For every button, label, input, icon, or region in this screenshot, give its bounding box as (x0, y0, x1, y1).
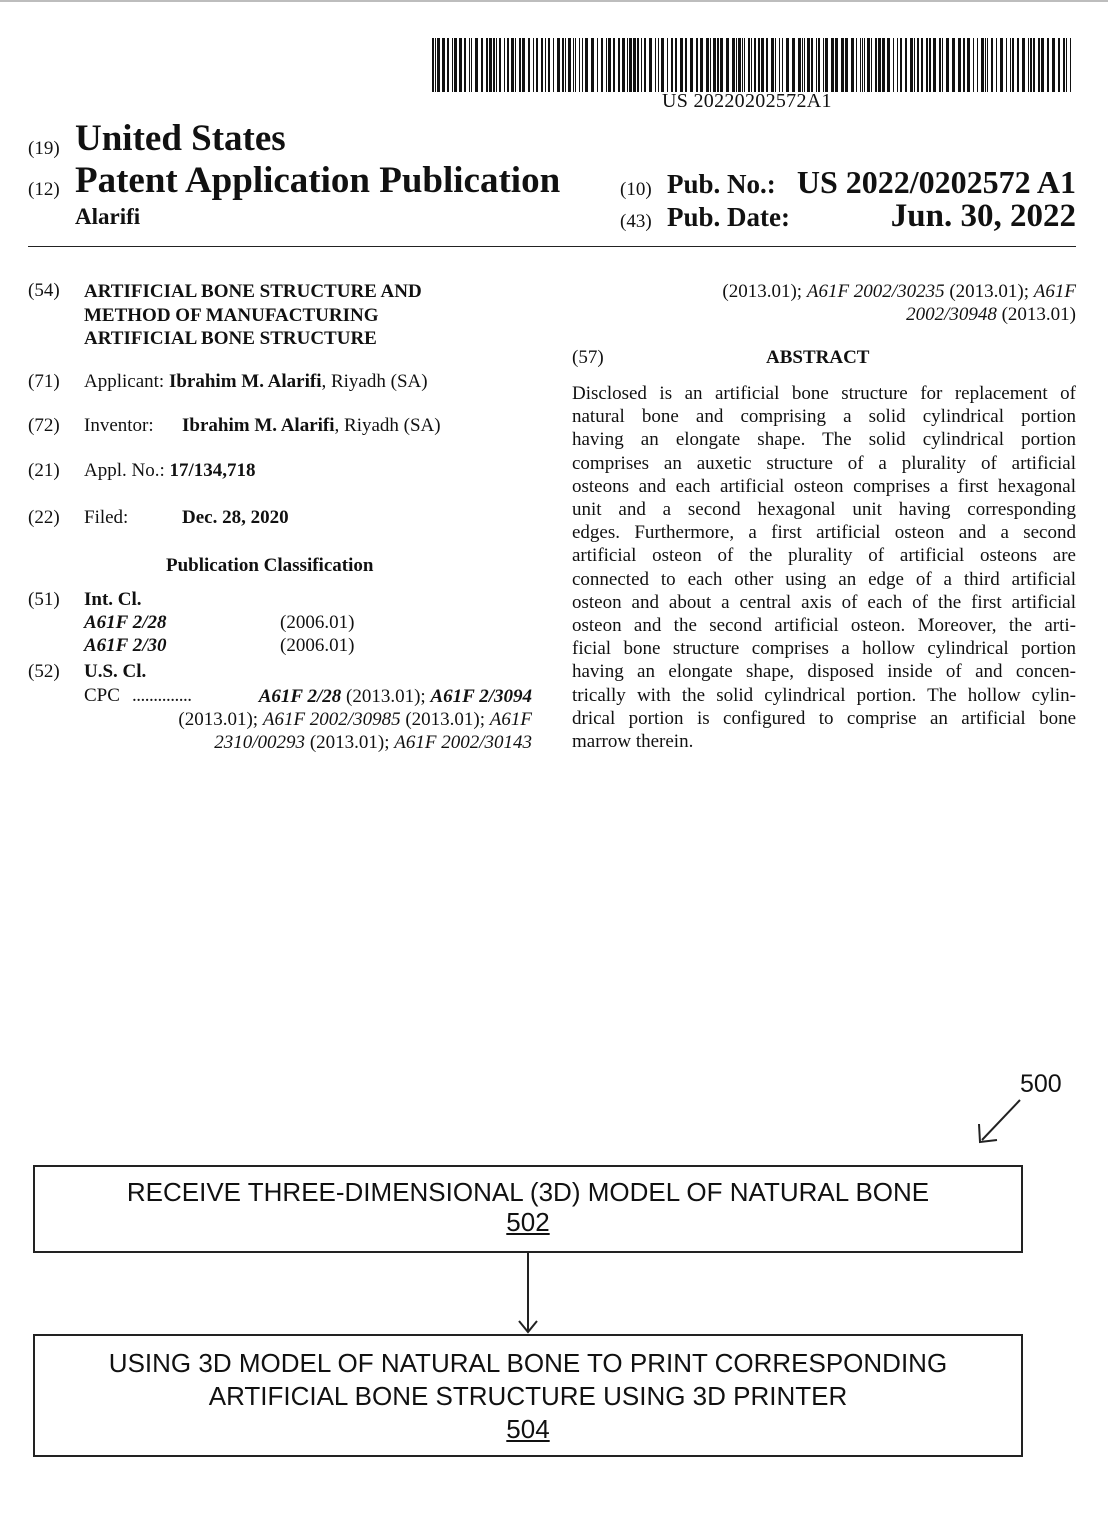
barcode-bar (606, 38, 607, 92)
cpc-class: A61F 2002/30143 (394, 732, 532, 754)
barcode-bar (1012, 38, 1014, 92)
barcode-bar (856, 38, 857, 92)
barcode-bar (751, 38, 752, 92)
cpc-class: A61F (1033, 281, 1076, 302)
step-502-ref: 502 (506, 1207, 550, 1237)
title-line: ARTIFICIAL BONE STRUCTURE (84, 328, 377, 349)
barcode-bar (528, 38, 530, 92)
barcode-bar (541, 38, 543, 92)
barcode-bar (622, 38, 625, 92)
barcode-bar (1028, 38, 1029, 92)
barcode-bar (447, 38, 449, 92)
barcode-bar (958, 38, 961, 92)
barcode-bar (963, 38, 965, 92)
cpc-class: A61F 2/3094 (430, 686, 532, 707)
barcode-bar (807, 38, 810, 92)
step-504-box (33, 1334, 1023, 1457)
pub-no-label: Pub. No.: (667, 169, 776, 199)
cpc-dots: .............. (132, 685, 192, 706)
cpc-class: 2310/00293 (214, 732, 306, 754)
cpc-version: (2013.01); (341, 686, 431, 707)
cpc-class: A61F 2/28 (258, 686, 342, 707)
top-border (0, 0, 1108, 2)
barcode-bar (519, 38, 521, 92)
barcode-bar (921, 38, 923, 92)
barcode-bar (655, 38, 656, 92)
barcode-bar (726, 38, 729, 92)
barcode-bar (862, 38, 863, 92)
barcode-bar (1000, 38, 1003, 92)
barcode-bar (882, 38, 885, 92)
barcode-bar (507, 38, 509, 92)
barcode-bar (637, 38, 639, 92)
barcode (432, 38, 1076, 92)
barcode-bar (825, 38, 828, 92)
pub-type-code: (12) (28, 179, 60, 200)
figure-ref-label: 500 (1020, 1070, 1062, 1098)
barcode-bar (900, 38, 902, 92)
barcode-bar (779, 38, 780, 92)
barcode-bar (1063, 38, 1065, 92)
abstract-line: drical portion is configured to comprise an artificial bone (572, 707, 1076, 729)
country-title: United States (75, 118, 286, 159)
barcode-bar (437, 38, 440, 92)
barcode-bar (1047, 38, 1049, 92)
barcode-bar (565, 38, 566, 92)
barcode-bar (545, 38, 546, 92)
barcode-bar (864, 38, 865, 92)
barcode-bar (675, 38, 677, 92)
abstract-code: (57) (572, 347, 604, 368)
abstract-line: ficial bone structure comprises a hollow cylindrical portion (572, 638, 1076, 660)
intcl-version-1: (2006.01) (280, 612, 355, 633)
barcode-bar (685, 38, 687, 92)
intcl-code-2: A61F 2/30 (84, 635, 167, 656)
barcode-bar (496, 38, 497, 92)
barcode-bar (548, 38, 550, 92)
barcode-bar (515, 38, 516, 92)
barcode-bar (471, 38, 472, 92)
barcode-bar (754, 38, 756, 92)
barcode-bar (575, 38, 576, 92)
cpc-version: (2013.01) (996, 304, 1076, 326)
cpc-line (722, 303, 1076, 326)
title-line: ARTIFICIAL BONE STRUCTURE AND (84, 281, 422, 302)
appl-number: 17/134,718 (169, 460, 256, 481)
barcode-bar (926, 38, 928, 92)
cpc-label: CPC (84, 685, 120, 706)
barcode-bar (1010, 38, 1011, 92)
cpc-line (722, 280, 1076, 303)
applicant-field (84, 371, 428, 393)
inventor-field (182, 415, 441, 437)
barcode-bar (459, 38, 462, 92)
title-code: (54) (28, 280, 60, 301)
barcode-bar (591, 38, 594, 92)
barcode-bar (802, 38, 803, 92)
barcode-bar (841, 38, 844, 92)
abstract-line: osteon and about a central axis of each of the first artificial (572, 591, 1076, 613)
barcode-bar (717, 38, 719, 92)
barcode-bar (786, 38, 789, 92)
barcode-bar (811, 38, 813, 92)
uscl-code: (52) (28, 661, 60, 682)
barcode-bar (601, 38, 603, 92)
barcode-bar (816, 38, 817, 92)
applicant-code: (71) (28, 371, 60, 392)
inventor-location: , Riyadh (SA) (334, 415, 441, 436)
barcode-bar (557, 38, 560, 92)
barcode-bar (775, 38, 776, 92)
barcode-bar (742, 38, 743, 92)
barcode-bar (878, 38, 881, 92)
appl-label: Appl. No.: (84, 460, 165, 481)
abstract-line: osteon and the second artificial osteon. Moreover, the arti- (572, 615, 1076, 637)
barcode-bar (627, 38, 628, 92)
barcode-bar (860, 38, 861, 92)
pub-no-code: (10) (620, 179, 652, 200)
barcode-bar (435, 38, 436, 92)
barcode-bar (973, 38, 974, 92)
barcode-bar (562, 38, 564, 92)
barcode-bar (1066, 38, 1067, 92)
applicant-label: Applicant: (84, 371, 165, 392)
abstract-line: connected to each other using an edge of a third artificial (572, 568, 1076, 590)
barcode-bar (680, 38, 683, 92)
barcode-bar (582, 38, 583, 92)
step-504-ref: 504 (506, 1414, 550, 1444)
barcode-bar (996, 38, 997, 92)
abstract-line: having an elongate shape. The solid cylindrical portion (572, 429, 1076, 451)
barcode-bar (871, 38, 872, 92)
intcl-code: (51) (28, 589, 60, 610)
barcode-bar (1052, 38, 1055, 92)
step-502-box (33, 1165, 1023, 1253)
pub-no: US 2022/0202572 A1 (796, 164, 1076, 200)
barcode-bar (991, 38, 993, 92)
invention-title (84, 280, 422, 351)
pub-date: Jun. 30, 2022 (890, 198, 1076, 234)
step-504-line-2: ARTIFICIAL BONE STRUCTURE USING 3D PRINTER (208, 1381, 848, 1411)
barcode-bar (644, 38, 646, 92)
barcode-bar (1038, 38, 1040, 92)
flow-arrow-icon (516, 1251, 540, 1335)
ref-arrow-icon (970, 1096, 1030, 1148)
intcl-code-1: A61F 2/28 (84, 612, 167, 633)
barcode-bar (985, 38, 986, 92)
abstract-line: having an elongate shape, disposed inside of and concen- (572, 661, 1076, 683)
barcode-bar (568, 38, 571, 92)
filed-code: (22) (28, 507, 60, 528)
barcode-bar (761, 38, 764, 92)
inventor-label: Inventor: (84, 415, 154, 436)
barcode-bar (887, 38, 890, 92)
barcode-bar (933, 38, 936, 92)
barcode-bar (658, 38, 659, 92)
barcode-bar (897, 38, 898, 92)
barcode-bar (917, 38, 919, 92)
barcode-bar (942, 38, 943, 92)
barcode-bar (1030, 38, 1032, 92)
barcode-bar (736, 38, 737, 92)
inventor-surname: Alarifi (75, 204, 141, 229)
barcode-bar (499, 38, 501, 92)
pub-type-title: Patent Application Publication (75, 160, 561, 201)
barcode-bar (710, 38, 711, 92)
barcode-bar (608, 38, 611, 92)
barcode-bar (910, 38, 913, 92)
abstract-line: Disclosed is an artificial bone structure for replacement of (572, 383, 1076, 404)
barcode-bar (661, 38, 664, 92)
barcode-bar (1041, 38, 1044, 92)
abstract-line: comprises an auxetic structure of a plurality of artificial (572, 452, 1076, 474)
barcode-bar (1033, 38, 1035, 92)
barcode-bar (464, 38, 466, 92)
barcode-bar (804, 38, 805, 92)
cpc-version: (2013.01); (722, 281, 807, 302)
inventor-name: Ibrahim M. Alarifi (182, 415, 335, 436)
cpc-version: (2013.01); (944, 281, 1034, 302)
barcode-bar (905, 38, 907, 92)
cpc-class: A61F 2002/30985 (262, 709, 401, 731)
barcode-bar (798, 38, 801, 92)
cpc-line (178, 731, 532, 754)
barcode-bar (493, 38, 495, 92)
cpc-continued (722, 280, 1076, 326)
barcode-bar (475, 38, 478, 92)
barcode-bar (489, 38, 492, 92)
barcode-bar (867, 38, 870, 92)
intcl-version-2: (2006.01) (280, 635, 355, 656)
filed-date: Dec. 28, 2020 (182, 507, 289, 528)
barcode-bar (533, 38, 534, 92)
barcode-bar (914, 38, 915, 92)
country-code: (19) (28, 138, 60, 159)
barcode-bar (486, 38, 488, 92)
filed-label: Filed: (84, 507, 129, 528)
step-502-text: RECEIVE THREE-DIMENSIONAL (3D) MODEL OF NATURAL BONE (126, 1177, 930, 1207)
barcode-bar (481, 38, 483, 92)
title-line: METHOD OF MANUFACTURING (84, 304, 379, 326)
barcode-bar (504, 38, 505, 92)
cpc-classes (178, 685, 532, 755)
barcode-bar (720, 38, 723, 92)
appl-field (84, 460, 256, 482)
barcode-bar (893, 38, 894, 92)
barcode-bar (987, 38, 988, 92)
abstract-line: artificial osteon of the plurality of artificial osteons are (572, 545, 1076, 567)
barcode-bar (629, 38, 632, 92)
barcode-bar (1017, 38, 1019, 92)
barcode-bar (452, 38, 453, 92)
cpc-class: A61F 2002/30235 (806, 281, 945, 302)
barcode-bar (1022, 38, 1025, 92)
barcode-bar (690, 38, 693, 92)
cpc-line (178, 685, 532, 708)
inventor-code: (72) (28, 415, 60, 436)
barcode-bar (977, 38, 978, 92)
pub-date-code: (43) (620, 211, 652, 232)
barcode-bar (511, 38, 514, 92)
barcode-bar (649, 38, 652, 92)
barcode-bar (952, 38, 955, 92)
barcode-bar (748, 38, 750, 92)
barcode-bar (771, 38, 774, 92)
barcode-bar (792, 38, 795, 92)
barcode-bar (758, 38, 760, 92)
abstract-line: osteons and each artificial osteon comprises a first hexagonal (572, 475, 1076, 497)
barcode-bar (766, 38, 768, 92)
barcode-bar (613, 38, 615, 92)
barcode-bar (732, 38, 735, 92)
barcode-bar (929, 38, 931, 92)
barcode-bar (823, 38, 824, 92)
barcode-bar (696, 38, 698, 92)
cpc-version: (2013.01); (305, 732, 395, 754)
cpc-version: (2013.01); (178, 709, 263, 731)
uscl-label: U.S. Cl. (84, 661, 147, 682)
barcode-bar (744, 38, 745, 92)
barcode-bar (579, 38, 580, 92)
barcode-bar (939, 38, 941, 92)
barcode-bar (522, 38, 525, 92)
barcode-bar (845, 38, 848, 92)
barcode-bar (469, 38, 470, 92)
abstract-line: trically with the solid cylindrical portion. The hollow cylin- (572, 684, 1076, 706)
header-divider (28, 246, 1076, 247)
barcode-bar (573, 38, 574, 92)
barcode-bar (831, 38, 834, 92)
barcode-bar (981, 38, 984, 92)
barcode-bar (1070, 38, 1071, 92)
abstract-line: marrow therein. (572, 731, 694, 753)
barcode-bar (946, 38, 949, 92)
barcode-bar (618, 38, 620, 92)
barcode-bar (713, 38, 716, 92)
barcode-bar (454, 38, 457, 92)
barcode-number: US 20220202572A1 (662, 90, 832, 112)
barcode-bar (597, 38, 598, 92)
applicant-location: , Riyadh (SA) (321, 371, 428, 392)
step-504-line-1: USING 3D MODEL OF NATURAL BONE TO PRINT CORRESPONDING (108, 1348, 948, 1378)
intcl-label: Int. Cl. (84, 589, 142, 610)
appl-code: (21) (28, 460, 60, 481)
barcode-bar (967, 38, 970, 92)
cpc-class: 2002/30948 (906, 304, 997, 326)
barcode-bar (782, 38, 783, 92)
barcode-bar (706, 38, 709, 92)
barcode-bar (835, 38, 838, 92)
barcode-bar (667, 38, 668, 92)
cpc-version: (2013.01); (400, 709, 490, 731)
barcode-bar (818, 38, 820, 92)
barcode-bar (442, 38, 445, 92)
barcode-bar (553, 38, 554, 92)
abstract-line: natural bone and comprising a solid cylindrical portion (572, 406, 1076, 428)
barcode-bar (700, 38, 703, 92)
barcode-bar (1058, 38, 1060, 92)
barcode-bar (1006, 38, 1007, 92)
barcode-bar (536, 38, 538, 92)
abstract-line: edges. Furthermore, a first artificial osteon and a second (572, 522, 1076, 544)
pub-date-label: Pub. Date: (667, 202, 790, 232)
barcode-bar (671, 38, 673, 92)
barcode-bar (875, 38, 877, 92)
cpc-class: A61F (489, 709, 532, 731)
abstract-heading: ABSTRACT (766, 347, 870, 368)
barcode-bar (851, 38, 854, 92)
abstract-body (572, 382, 1076, 753)
barcode-bar (633, 38, 636, 92)
barcode-bar (641, 38, 642, 92)
barcode-bar (585, 38, 588, 92)
classification-heading: Publication Classification (166, 555, 374, 576)
abstract-line: unit and a second hexagonal unit having corresponding (572, 499, 1076, 521)
applicant-name: Ibrahim M. Alarifi (168, 371, 322, 392)
barcode-bar (432, 38, 434, 92)
barcode-bar (738, 38, 741, 92)
cpc-line (178, 708, 532, 731)
